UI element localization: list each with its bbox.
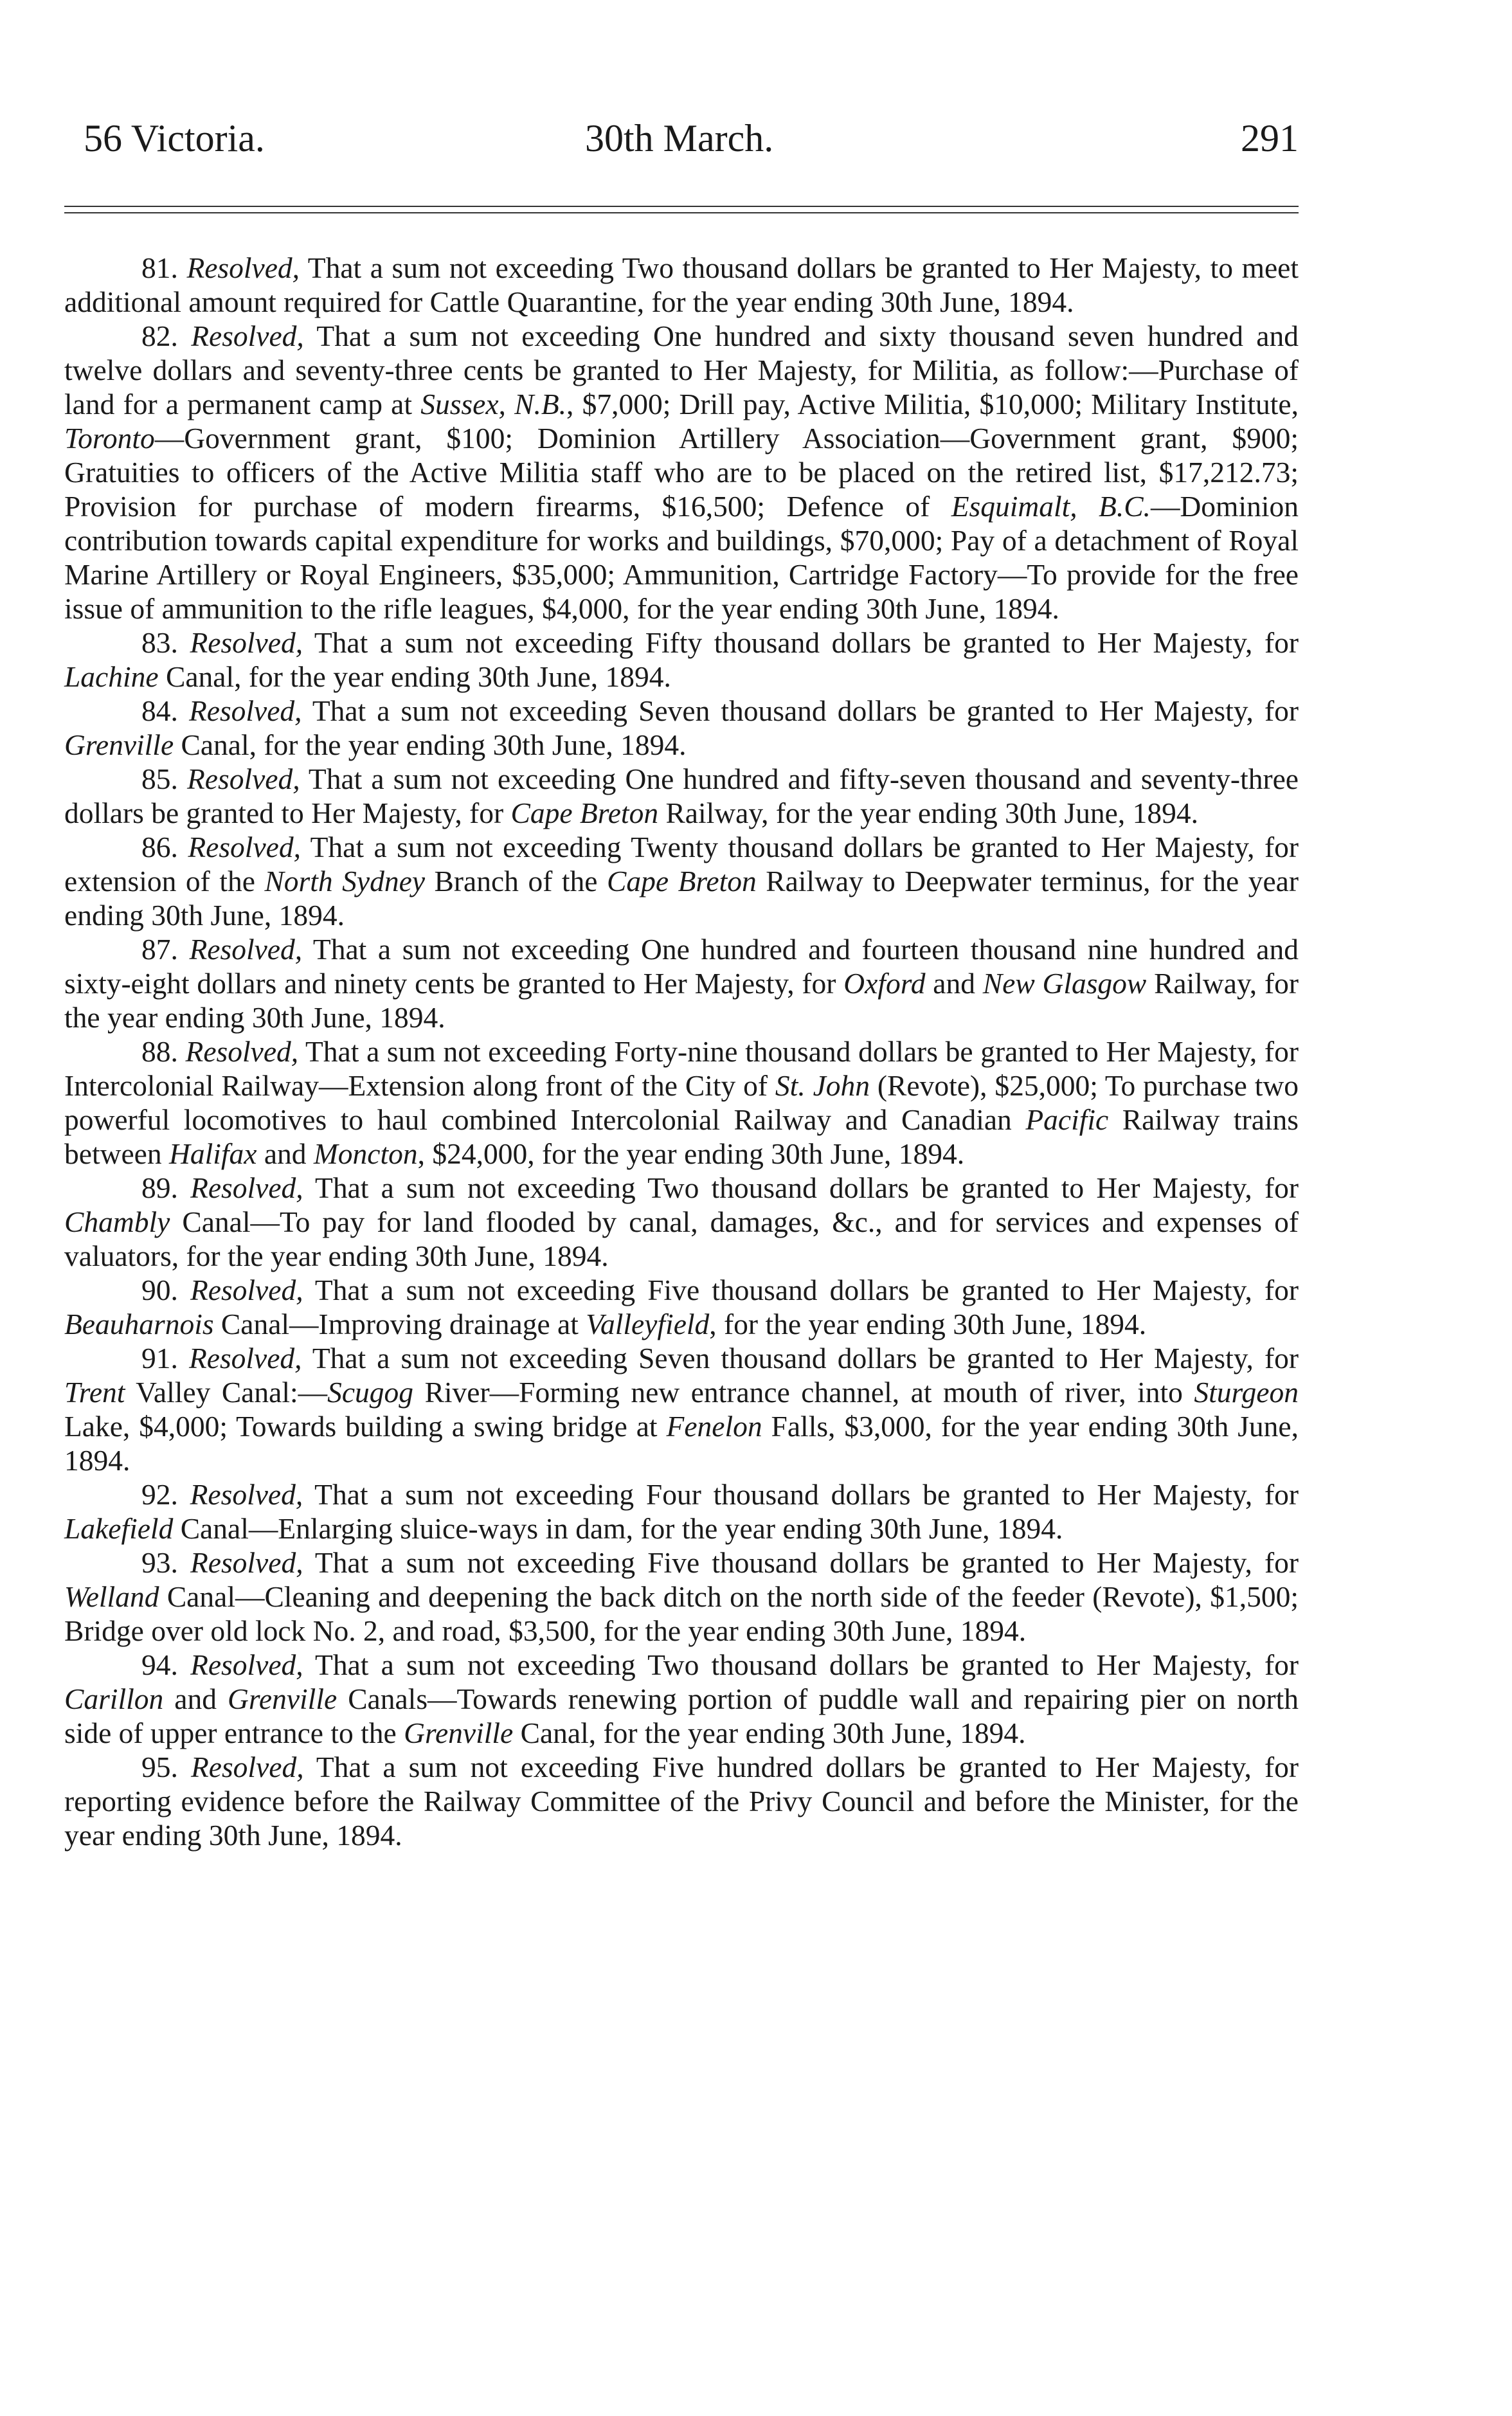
resolution-paragraph [64,1273,1299,1341]
resolution-text: That a sum not exceeding Five thousand dollars be granted to Her Majesty, for [314,1546,1299,1579]
resolution-text: and [163,1682,228,1715]
italic-place-name: Grenville [64,728,174,761]
resolution-paragraph [64,1477,1299,1546]
resolution-text: Railway, for the year ending 30th June, 1894. [64,967,1299,1034]
resolution-text: and [256,1137,314,1170]
resolution-text: Railway to Deepwater terminus, for the year ending 30th June, 1894. [64,865,1299,932]
resolution-number: 93. [141,1546,178,1579]
italic-place-name: Moncton [313,1137,418,1170]
resolution-text: —Dominion contribution towards capital expenditure for works and buildings, $70,000; Pay of a detachment of Royal Marine Artillery or Royal Engineers, $35,000; Ammunition, Cartridge Factory—To provide for the free issue of ammunition to the rifle leagues, $4,000, for the year ending 30th June, 1894. [64,490,1299,625]
resolved-label: Resolved, [186,251,300,284]
resolution-text: That a sum not exceeding Five thousand dollars be granted to Her Majesty, for [314,1274,1299,1306]
italic-place-name: New Glasgow [982,967,1147,1000]
resolution-text: River—Forming new entrance channel, at mouth of river, into [413,1376,1194,1409]
resolution-paragraph [64,626,1299,694]
italic-place-name: Sturgeon [1194,1376,1299,1409]
resolution-paragraph [64,762,1299,830]
resolution-text: That a sum not exceeding Two thousand dollars be granted to Her Majesty, to meet additional amount required for Cattle Quarantine, for the year ending 30th June, 1894. [64,251,1299,318]
resolution-number: 91. [141,1342,178,1375]
resolution-paragraph [64,319,1299,626]
resolved-label: Resolved, [190,1171,303,1204]
resolution-text: Lake, $4,000; Towards building a swing bridge at [64,1410,667,1443]
italic-place-name: Chambly [64,1205,170,1238]
resolution-text: Canal, for the year ending 30th June, 1894. [158,660,671,693]
resolved-label: Resolved, [190,1274,303,1306]
italic-place-name: Pacific [1025,1103,1109,1136]
italic-place-name: Carillon [64,1682,164,1715]
resolution-paragraph [64,251,1299,319]
resolution-number: 86. [141,831,178,863]
italic-place-name: Beauharnois [64,1308,214,1340]
resolution-text: (Revote), $25,000; To purchase two powerful locomotives to haul combined Intercolonial Railway and Canadian [64,1069,1299,1136]
resolution-paragraph [64,1034,1299,1171]
resolution-text: Canal—Enlarging sluice-ways in dam, for the year ending 30th June, 1894. [173,1512,1063,1545]
italic-place-name: Scugog [327,1376,414,1409]
resolution-text: That a sum not exceeding One hundred and fourteen thousand nine hundred and sixty-eight dollars and ninety cents be granted to Her Majesty, for [64,933,1299,1000]
resolution-text: That a sum not exceeding Twenty thousand dollars be granted to Her Majesty, for extension of the [64,831,1299,897]
italic-place-name: St. John [775,1069,870,1102]
resolution-number: 84. [141,694,178,727]
page-header [64,109,1299,167]
resolution-text: , $24,000, for the year ending 30th June, 1894. [417,1137,965,1170]
resolution-paragraph [64,1341,1299,1477]
resolution-number: 89. [141,1171,178,1204]
italic-place-name: Valleyfield [586,1308,710,1340]
resolution-number: 87. [141,933,178,966]
resolved-label: Resolved, [190,1648,303,1681]
italic-place-name: Grenville [404,1717,514,1749]
resolution-number: 94. [141,1648,178,1681]
resolution-text: That a sum not exceeding Five hundred dollars be granted to Her Majesty, for reporting evidence before the Railway Committee of the Privy Council and before the Minister, for the year ending 30th June, 1894. [64,1751,1299,1852]
italic-place-name: North Sydney [264,865,426,897]
resolution-text: That a sum not exceeding One hundred and fifty-seven thousand and seventy-three dollars be granted to Her Majesty, for [64,762,1299,829]
resolution-text: Branch of the [425,865,607,897]
resolution-number: 90. [141,1274,178,1306]
italic-place-name: Grenville [228,1682,338,1715]
resolution-text: Falls, $3,000, for the year ending 30th June, 1894. [64,1410,1299,1477]
document-page [64,109,1299,1852]
session-label: 56 Victoria. [84,117,265,159]
resolution-text: That a sum not exceeding Seven thousand dollars be granted to Her Majesty, for [312,694,1299,727]
resolution-number: 81. [141,251,178,284]
resolution-paragraph [64,1171,1299,1273]
italic-place-name: Welland [64,1580,159,1613]
italic-place-name: Lachine [64,660,159,693]
italic-place-name: Esquimalt, B.C. [951,490,1151,523]
resolution-number: 92. [141,1478,178,1511]
resolution-text: That a sum not exceeding Forty-nine thousand dollars be granted to Her Majesty, for Intercolonial Railway—Extension along front of the City of [64,1035,1299,1102]
date-label: 30th March. [585,117,774,159]
resolution-text: Valley Canal:— [125,1376,328,1409]
resolution-text: , $7,000; Drill pay, Active Militia, $10,000; Military Institute, [566,388,1299,420]
resolved-label: Resolved, [189,933,303,966]
resolved-label: Resolved, [190,626,303,659]
resolution-text: , for the year ending 30th June, 1894. [709,1308,1147,1340]
resolution-text: Railway trains between [64,1103,1299,1170]
resolution-text: Canal—Cleaning and deepening the back ditch on the north side of the feeder (Revote), $1,500; Bridge over old lock No. 2, and road, $3,500, for the year ending 30th June, 1894. [64,1580,1299,1647]
rule-line-bottom [64,212,1299,213]
resolution-number: 95. [141,1751,178,1783]
resolved-label: Resolved, [188,831,301,863]
resolution-text: That a sum not exceeding Seven thousand dollars be granted to Her Majesty, for [312,1342,1299,1375]
page-number: 291 [1241,117,1299,159]
resolution-number: 85. [141,762,178,795]
resolution-paragraph [64,830,1299,932]
resolution-text: Canal—To pay for land flooded by canal, damages, &c., and for services and expenses of valuators, for the year ending 30th June, 1894. [64,1205,1299,1272]
resolution-text: Canal—Improving drainage at [213,1308,586,1340]
italic-place-name: Halifax [168,1137,257,1170]
resolution-text: and [925,967,983,1000]
italic-place-name: Lakefield [64,1512,174,1545]
italic-place-name: Fenelon [666,1410,762,1443]
resolution-number: 82. [141,320,178,352]
resolution-text: Railway, for the year ending 30th June, 1894. [658,797,1198,829]
resolution-text: That a sum not exceeding Two thousand dollars be granted to Her Majesty, for [315,1648,1299,1681]
resolution-text: That a sum not exceeding Fifty thousand dollars be granted to Her Majesty, for [314,626,1299,659]
italic-place-name: Toronto [64,422,155,455]
italic-place-name: Sussex, N.B. [420,388,566,420]
resolution-text: That a sum not exceeding Two thousand dollars be granted to Her Majesty, for [315,1171,1299,1204]
resolved-label: Resolved, [187,762,300,795]
italic-place-name: Cape Breton [510,797,659,829]
resolution-text: —Government grant, $100; Dominion Artillery Association—Government grant, $900; Gratuities to officers of the Active Militia staff who are to be placed on the retired list, $17,212.73; Provision for purchase of modern firearms, $16,500; Defence of [64,422,1299,523]
resolution-number: 83. [141,626,178,659]
header-rule [64,206,1299,213]
resolved-label: Resolved, [190,1478,303,1511]
resolution-number: 88. [141,1035,178,1068]
resolution-paragraph [64,1648,1299,1750]
resolution-text: That a sum not exceeding One hundred and sixty thousand seven hundred and twelve dollars and seventy-three cents be granted to Her Majesty, for Militia, as follow:—Purchase of land for a permanent camp at [64,320,1299,420]
resolution-paragraph [64,1546,1299,1648]
resolution-text: Canals—Towards renewing portion of puddle wall and repairing pier on north side of upper entrance to the [64,1682,1299,1749]
resolved-label: Resolved, [185,1035,299,1068]
resolved-label: Resolved, [191,320,304,352]
resolved-label: Resolved, [190,1751,304,1783]
resolution-paragraph [64,694,1299,762]
resolution-paragraph [64,1750,1299,1852]
resolved-label: Resolved, [190,1546,303,1579]
resolution-paragraph [64,932,1299,1034]
italic-place-name: Cape Breton [607,865,757,897]
resolved-label: Resolved, [188,694,302,727]
resolutions-body [64,251,1299,1852]
italic-place-name: Trent [64,1376,125,1409]
resolved-label: Resolved, [188,1342,302,1375]
resolution-text: That a sum not exceeding Four thousand dollars be granted to Her Majesty, for [314,1478,1299,1511]
resolution-text: Canal, for the year ending 30th June, 1894. [174,728,687,761]
resolution-text: Canal, for the year ending 30th June, 1894. [513,1717,1026,1749]
italic-place-name: Oxford [843,967,926,1000]
rule-line-top [64,206,1299,207]
